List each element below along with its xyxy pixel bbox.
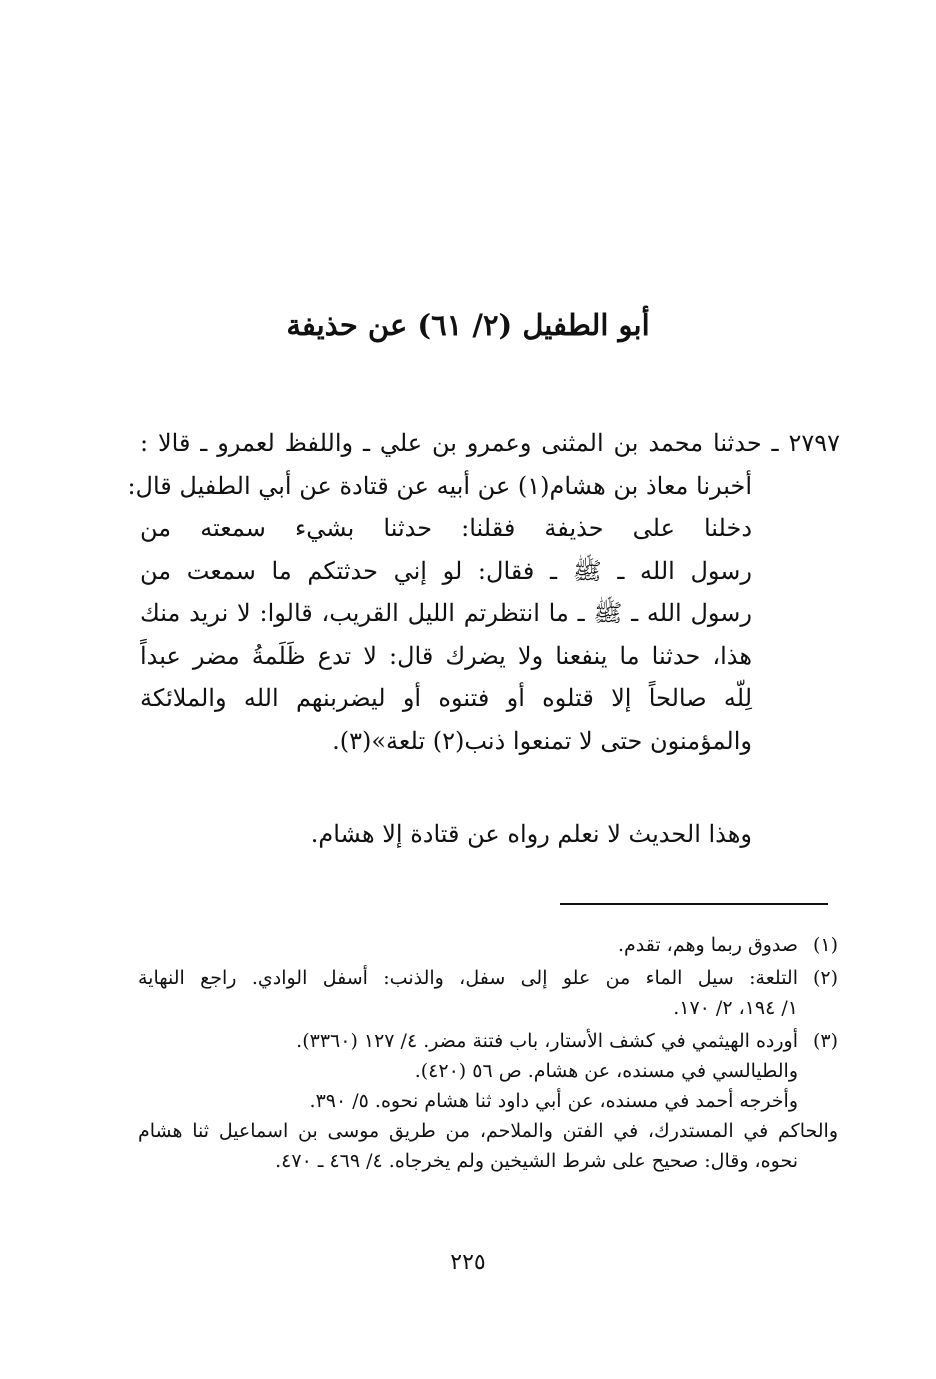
footnote-text bbox=[138, 930, 798, 960]
footnote-text bbox=[138, 1026, 838, 1176]
footnote-1 bbox=[138, 930, 838, 960]
footnotes bbox=[138, 930, 838, 1179]
footnote-number: (٢) bbox=[812, 967, 838, 989]
footnote-number: (١) bbox=[812, 934, 838, 956]
hadith-line: دخلنا على حذيفة فقلنا: حدثنا بشيء سمعته من bbox=[140, 514, 752, 542]
footnote-3 bbox=[138, 1026, 838, 1176]
footnote-divider bbox=[560, 903, 828, 905]
page-number: ٢٢٥ bbox=[450, 1250, 486, 1275]
hadith-text bbox=[127, 422, 841, 762]
footnote-line: والطيالسي في مسنده، عن هشام. ص ٥٦ (٤٢٠). bbox=[414, 1060, 798, 1082]
footnote-line: التلعة: سيل الماء من علو إلى سفل، والذنب: أسفل الوادي. راجع النهاية bbox=[138, 967, 798, 989]
section-title: أبو الطفيل (٢/ ٦١) عن حذيفة bbox=[286, 308, 650, 342]
footnote-line: ١/ ١٩٤، ٢/ ١٧٠. bbox=[673, 997, 798, 1019]
hadith-line-text: ـ حدثنا محمد بن المثنى وعمرو بن علي ـ واللفظ لعمرو ـ قالا : bbox=[140, 429, 789, 457]
hadith-line bbox=[140, 422, 840, 465]
footnote-line: أورده الهيثمي في كشف الأستار، باب فتنة مضر. ٤/ ١٢٧ (٣٣٦٠). bbox=[296, 1030, 798, 1052]
footnote-text bbox=[138, 963, 798, 1023]
footnote-line: وأخرجه أحمد في مسنده، عن أبي داود ثنا هشام نحوه. ٥/ ٣٩٠. bbox=[309, 1090, 798, 1112]
hadith-line: رسول الله ـ ﷺ ـ ما انتظرتم الليل القريب، قالوا: لا نريد منك bbox=[140, 599, 752, 627]
footnote-line: صدوق ربما وهم، تقدم. bbox=[617, 934, 798, 956]
hadith-number: ٢٧٩٧ bbox=[788, 429, 841, 457]
narration-remark: وهذا الحديث لا نعلم رواه عن قتادة إلا هشام. bbox=[310, 820, 752, 848]
hadith-line: هذا، حدثنا ما ينفعنا ولا يضرك قال: لا تدع ظَلَمةُ مضر عبداً bbox=[140, 641, 752, 670]
footnote-line: نحوه، وقال: صحيح على شرط الشيخين ولم يخرجاه. ٤/ ٤٦٩ ـ ٤٧٠. bbox=[275, 1150, 798, 1172]
footnote-line: والحاكم في المستدرك، في الفتن والملاحم، من طريق موسى بن اسماعيل ثنا هشام bbox=[138, 1120, 838, 1142]
hadith-line: لِلّه صالحاً إلا قتلوه أو فتنوه أو ليضربنهم الله والملائكة bbox=[140, 684, 752, 712]
footnote-2 bbox=[138, 963, 838, 1023]
hadith-line: والمؤمنون حتى لا تمنعوا ذنب(٢) تلعة»(٣). bbox=[332, 726, 752, 755]
footnote-number: (٣) bbox=[812, 1030, 838, 1052]
hadith-line: رسول الله ـ ﷺ ـ فقال: لو إني حدثتكم ما سمعت من bbox=[140, 556, 752, 585]
hadith-line: أخبرنا معاذ بن هشام(١) عن أبيه عن قتادة عن أبي الطفيل قال: bbox=[127, 471, 752, 500]
